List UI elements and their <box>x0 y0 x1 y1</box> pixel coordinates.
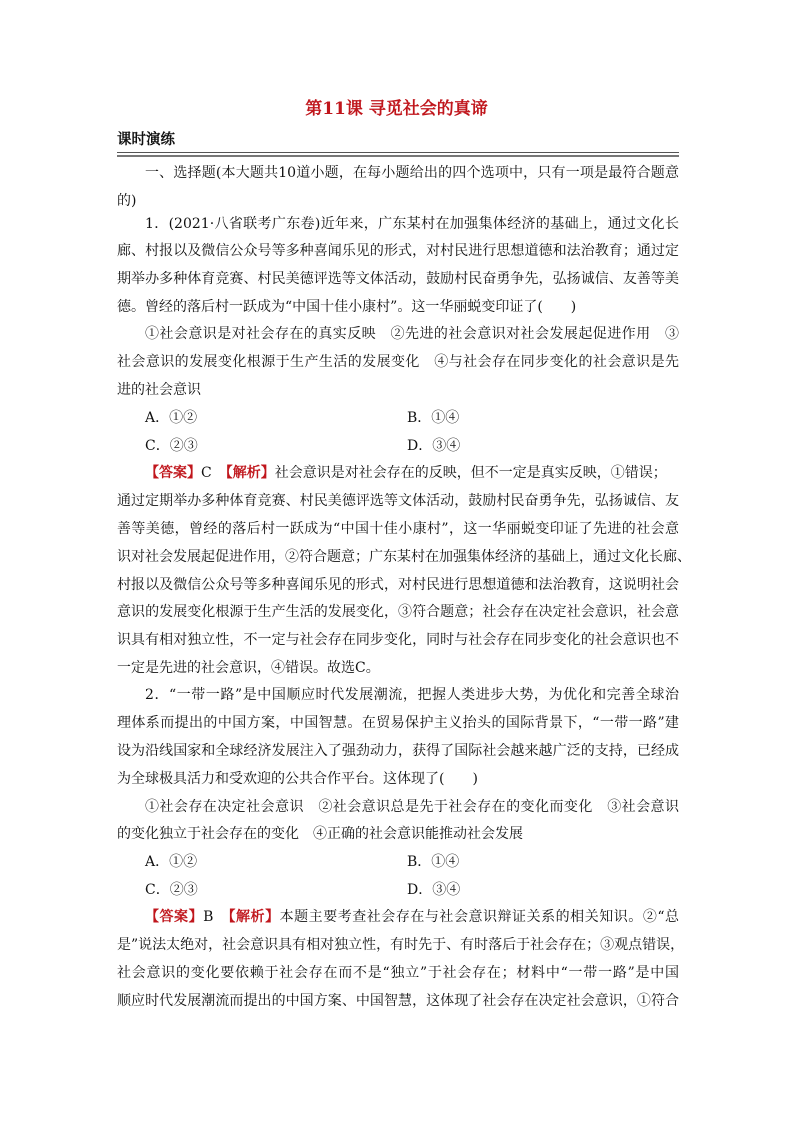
option-b: B．①④ <box>407 410 460 426</box>
option-c: C．②③ <box>145 438 198 454</box>
question-stem-line: 2．“一带一路”是中国顺应时代发展潮流，把握人类进步大势，为优化和完善全球治 <box>145 687 679 703</box>
analysis-line: 村报以及微信公众号等多种喜闻乐见的形式，对村民进行思想道德和法治教育，这说明社会 <box>117 577 679 593</box>
section-divider-top <box>117 152 679 153</box>
statement-line: ①社会意识是对社会存在的真实反映 ②先进的社会意识对社会发展起促进作用 ③ <box>145 326 679 342</box>
answer-line <box>145 906 679 928</box>
analysis-line: 识对社会发展起促进作用，②符合题意；广东某村在加强集体经济的基础上，通过文化长廊、 <box>117 549 691 565</box>
analysis-text: 社会意识是对社会存在的反映，但不一定是真实反映，①错误； <box>274 465 667 481</box>
option-a: A．①② <box>145 410 198 426</box>
answer-tag: 【答案】 <box>145 909 204 925</box>
analysis-text: 本题主要考查社会存在与社会意识辩证关系的相关知识。②“总 <box>279 909 680 925</box>
question-stem-line: 理体系而提出的中国方案，中国智慧。在贸易保护主义抬头的国际背景下，“一带一路”建 <box>117 715 679 731</box>
answer-value: B <box>203 909 214 925</box>
lesson-title: 第11课 寻觅社会的真谛 <box>305 99 488 119</box>
analysis-line: 社会意识的变化要依赖于社会存在而不是“独立”于社会存在；材料中“一带一路”是中国 <box>117 965 679 981</box>
section-divider-bottom <box>117 155 679 157</box>
option-b: B．①④ <box>407 854 460 870</box>
analysis-tag: 【解析】 <box>225 465 275 481</box>
answer-line <box>145 462 667 484</box>
question-stem-line: 为全球极具活力和受欢迎的公共合作平台。这体现了( ) <box>117 771 478 787</box>
option-a: A．①② <box>145 854 198 870</box>
option-c: C．②③ <box>145 882 198 898</box>
intro-line: 的) <box>117 193 137 209</box>
analysis-tag: 【解析】 <box>228 909 280 925</box>
analysis-line: 意识的发展变化根源于生产生活的发展变化，③符合题意；社会存在决定社会意识，社会意 <box>117 604 679 620</box>
question-stem-line: 廊、村报以及微信公众号等多种喜闻乐见的形式，对村民进行思想道德和法治教育；通过定 <box>117 243 679 259</box>
section-heading: 课时演练 <box>117 131 175 148</box>
analysis-line: 善等美德，曾经的落后村一跃成为“中国十佳小康村”，这一华丽蜕变印证了先进的社会意 <box>117 521 679 537</box>
question-stem-line: 1．(2021·八省联考广东卷)近年来，广东某村在加强集体经济的基础上，通过文化长 <box>145 216 679 232</box>
statement-line: ①社会存在决定社会意识 ②社会意识总是先于社会存在的变化而变化 ③社会意识 <box>145 799 679 815</box>
statement-line: 的变化独立于社会存在的变化 ④正确的社会意识能推动社会发展 <box>117 826 523 842</box>
question-stem-line: 设为沿线国家和全球经济发展注入了强劲动力，获得了国际社会越来越广泛的支持，已经成 <box>117 743 679 759</box>
statement-line: 进的社会意识 <box>117 382 201 398</box>
option-d: D．③④ <box>407 438 461 454</box>
analysis-line: 一定是先进的社会意识，④错误。故选C。 <box>117 660 380 676</box>
option-d: D．③④ <box>407 882 461 898</box>
answer-tag: 【答案】 <box>145 465 201 481</box>
answer-value: C <box>201 465 212 481</box>
intro-line: 一、选择题(本大题共10道小题，在每小题给出的四个选项中，只有一项是最符合题意 <box>145 165 679 181</box>
analysis-line: 识具有相对独立性，不一定与社会存在同步变化，同时与社会存在同步变化的社会意识也不 <box>117 632 679 648</box>
statement-line: 社会意识的发展变化根源于生产生活的发展变化 ④与社会存在同步变化的社会意识是先 <box>117 354 679 370</box>
analysis-line: 通过定期举办多种体育竞赛、村民美德评选等文体活动，鼓励村民奋勇争先，弘扬诚信、友 <box>117 493 679 509</box>
question-stem-line: 德。曾经的落后村一跃成为“中国十佳小康村”。这一华丽蜕变印证了( ) <box>117 299 577 315</box>
analysis-line: 顺应时代发展潮流而提出的中国方案、中国智慧，这体现了社会存在决定社会意识，①符合 <box>117 993 679 1009</box>
question-stem-line: 期举办多种体育竞赛、村民美德评选等文体活动，鼓励村民奋勇争先，弘扬诚信、友善等美 <box>117 271 679 287</box>
analysis-line: 是”说法太绝对，社会意识具有相对独立性，有时先于、有时落后于社会存在；③观点错误， <box>117 937 685 953</box>
